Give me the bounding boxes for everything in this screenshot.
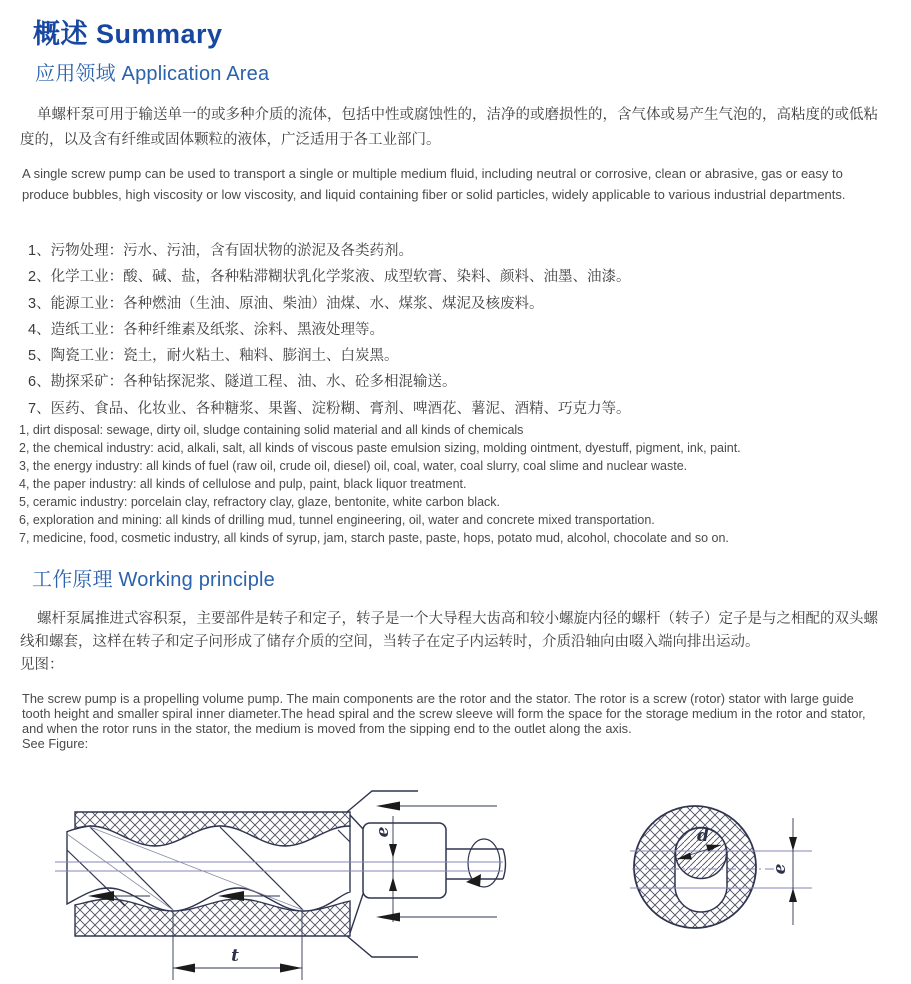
summary-title: 概述 Summary xyxy=(33,19,223,49)
list-item: 1, dirt disposal: sewage, dirty oil, sludge containing solid material and all kinds of chemicals xyxy=(19,423,524,437)
diameter-label-d: d xyxy=(697,826,709,846)
discharge-arrow-top xyxy=(376,802,497,811)
list-item: 3, the energy industry: all kinds of fuel (raw oil, crude oil, diesel) oil, coal, water, coal slurry, coal slime and nuclear waste. xyxy=(19,459,688,473)
list-item: 6、勘探采矿：各种钻探泥浆、隧道工程、油、水、砼多相混输送。 xyxy=(28,374,457,391)
application-intro-cn: 单螺杆泵可用于输送单一的或多种介质的流体，包括中性或腐蚀性的，洁净的或磨损性的，含气体或易产生气泡的，高粘度的或低粘度的，以及含有纤维或固体颗粒的液体，广泛适用于各工业部门。 xyxy=(20,107,878,148)
eccentricity-dimension-right xyxy=(789,818,797,925)
pitch-label-t: t xyxy=(231,946,239,966)
application-area-heading: 应用领域 Application Area xyxy=(35,63,270,85)
working-principle-en xyxy=(22,691,882,751)
working-principle-heading: 工作原理 Working principle xyxy=(32,569,275,591)
cross-section-diagram xyxy=(630,806,812,928)
list-item: 2、化学工业：酸、碱、盐，各种粘滞糊状乳化学浆液、成型软膏、染料、颜料、油墨、油漆。 xyxy=(28,269,631,286)
list-item: 7、医药、食品、化妆业、各种糖浆、果酱、淀粉糊、膏剂、啤酒花、薯泥、酒精、巧克力等。 xyxy=(28,400,631,417)
pump-diagram xyxy=(0,770,911,984)
list-item: 2, the chemical industry: acid, alkali, salt, all kinds of viscous paste emulsion sizing, molding ointment, dyestuff, pigment, ink, paint. xyxy=(19,441,741,455)
eccentricity-label-e-left: e xyxy=(373,826,393,838)
application-list-en xyxy=(19,421,741,547)
working-principle-cn xyxy=(20,608,892,677)
see-figure-en: See Figure: xyxy=(22,736,89,751)
rotation-arrow xyxy=(466,839,500,887)
eccentricity-label-e-right: e xyxy=(770,863,790,875)
longitudinal-section-diagram xyxy=(55,791,506,980)
list-item: 6, exploration and mining: all kinds of drilling mud, tunnel engineering, oil, water and concrete mixed transportation. xyxy=(19,513,655,527)
list-item: 1、污物处理：污水、污油，含有固状物的淤泥及各类药剂。 xyxy=(28,243,414,259)
working-principle-cn-text: 螺杆泵属推进式容积泵，主要部件是转子和定子，转子是一个大导程大齿高和较小螺旋内径的螺杆（转子）定子是与之相配的双头螺线和螺套，这样在转子和定子问形成了储存介质的空间，当转子在定子内运转时，介质沿轴向由啜入端向排出运动。 xyxy=(20,611,878,650)
drive-shaft xyxy=(446,849,506,879)
list-item: 5、陶瓷工业：瓷土，耐火粘土、釉料、膨润土、白炭黑。 xyxy=(28,348,399,365)
see-figure-cn: 见图： xyxy=(20,657,64,673)
application-list-cn xyxy=(28,238,631,422)
list-item: 3、能源工业：各种燃油（生油、原油、柴油）油煤、水、煤浆、煤泥及核废料。 xyxy=(28,295,544,312)
list-item: 4、造纸工业：各种纤维素及纸浆、涂料、黑液处理等。 xyxy=(28,321,385,338)
working-principle-en-text: The screw pump is a propelling volume pump. The main components are the rotor and the stator. The rotor is a screw (rotor) stator with large guide tooth height and smaller spiral inner diameter.The head spiral and the screw sleeve will form the space for the storage medium in the rotor and stator, and when the rotor runs in the stator, the medium is moved from the sipping end to the outlet along the axis. xyxy=(22,691,866,736)
list-item: 4, the paper industry: all kinds of cellulose and pulp, paint, black liquor treatment. xyxy=(19,477,467,491)
application-intro-en: A single screw pump can be used to transport a single or multiple medium fluid, including neutral or corrosive, clean or abrasive, gas or easy to produce bubbles, high viscosity or low viscosity, and liquid containing fiber or solid particles, widely applicable to various industrial departments. xyxy=(22,166,846,202)
discharge-arrow-bottom xyxy=(376,913,497,922)
list-item: 5, ceramic industry: porcelain clay, refractory clay, glaze, bentonite, white carbon black. xyxy=(19,495,501,509)
list-item: 7, medicine, food, cosmetic industry, all kinds of syrup, jam, starch paste, paste, hops, potato mud, alcohol, chocolate and so on. xyxy=(19,531,729,545)
